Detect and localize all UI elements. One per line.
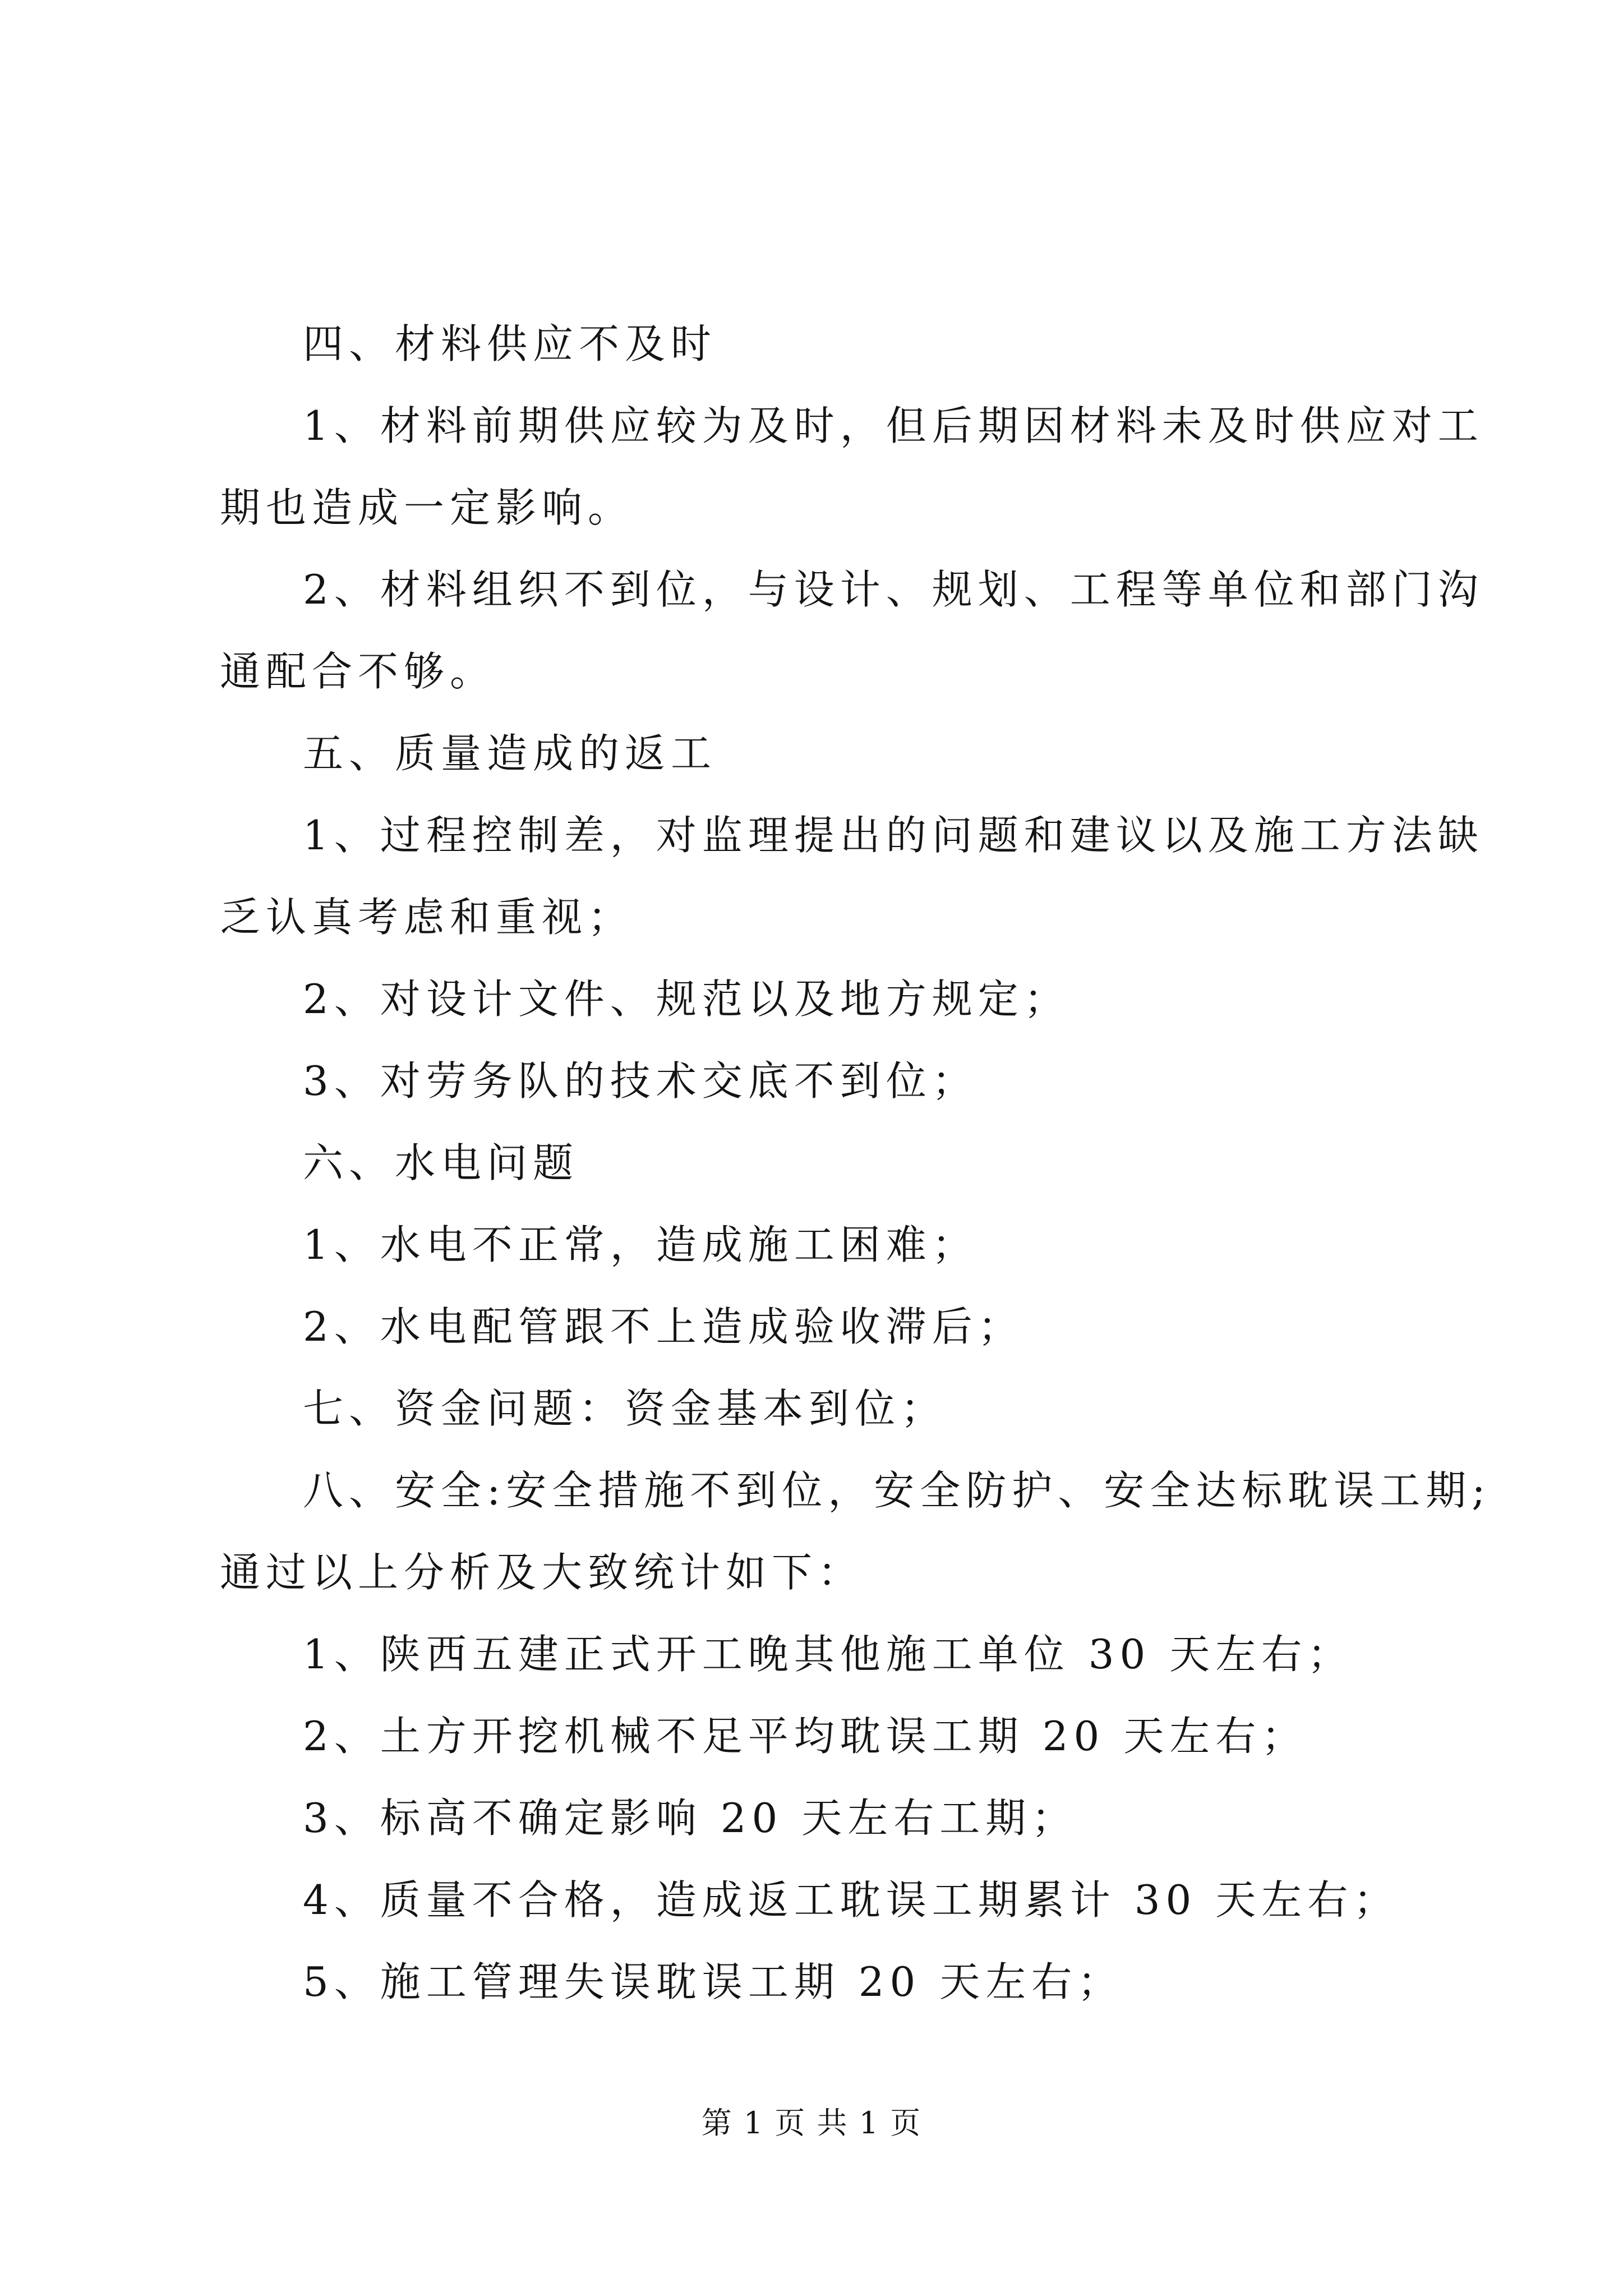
paragraph-line: 乏认真考虑和重视； [220, 894, 634, 941]
section-heading-utilities: 六、水电问题 [303, 1139, 579, 1186]
paragraph-line: 2、对设计文件、规范以及地方规定； [303, 976, 1070, 1023]
paragraph-line: 2、材料组织不到位，与设计、规划、工程等单位和部门沟 [303, 566, 1484, 613]
summary-item: 3、标高不确定影响 20 天左右工期； [303, 1795, 1078, 1842]
section-heading-safety: 八、安全:安全措施不到位，安全防护、安全达标耽误工期; [303, 1467, 1491, 1514]
paragraph-line: 期也造成一定影响。 [220, 484, 634, 531]
summary-item: 1、陕西五建正式开工晚其他施工单位 30 天左右； [303, 1631, 1354, 1678]
section-heading-funding: 七、资金问题：资金基本到位； [303, 1385, 947, 1432]
summary-intro: 通过以上分析及大致统计如下： [220, 1549, 864, 1596]
summary-item: 4、质量不合格，造成返工耽误工期累计 30 天左右； [303, 1876, 1400, 1924]
document-body [220, 303, 1491, 2023]
paragraph-line: 1、水电不正常，造成施工困难； [303, 1221, 978, 1268]
summary-item: 2、土方开挖机械不足平均耽误工期 20 天左右； [303, 1713, 1308, 1760]
paragraph-line: 1、材料前期供应较为及时，但后期因材料未及时供应对工 [303, 402, 1484, 449]
summary-item: 5、施工管理失误耽误工期 20 天左右； [303, 1958, 1124, 2005]
page-footer: 第 1 页 共 1 页 [701, 2105, 922, 2141]
paragraph-line: 通配合不够。 [220, 648, 496, 695]
section-heading-quality: 五、质量造成的返工 [303, 730, 717, 777]
paragraph-line: 1、过程控制差，对监理提出的问题和建议以及施工方法缺 [303, 812, 1484, 859]
section-heading-materials: 四、材料供应不及时 [303, 320, 717, 367]
paragraph-line: 2、水电配管跟不上造成验收滞后； [303, 1303, 1024, 1350]
paragraph-line: 3、对劳务队的技术交底不到位； [303, 1057, 978, 1105]
